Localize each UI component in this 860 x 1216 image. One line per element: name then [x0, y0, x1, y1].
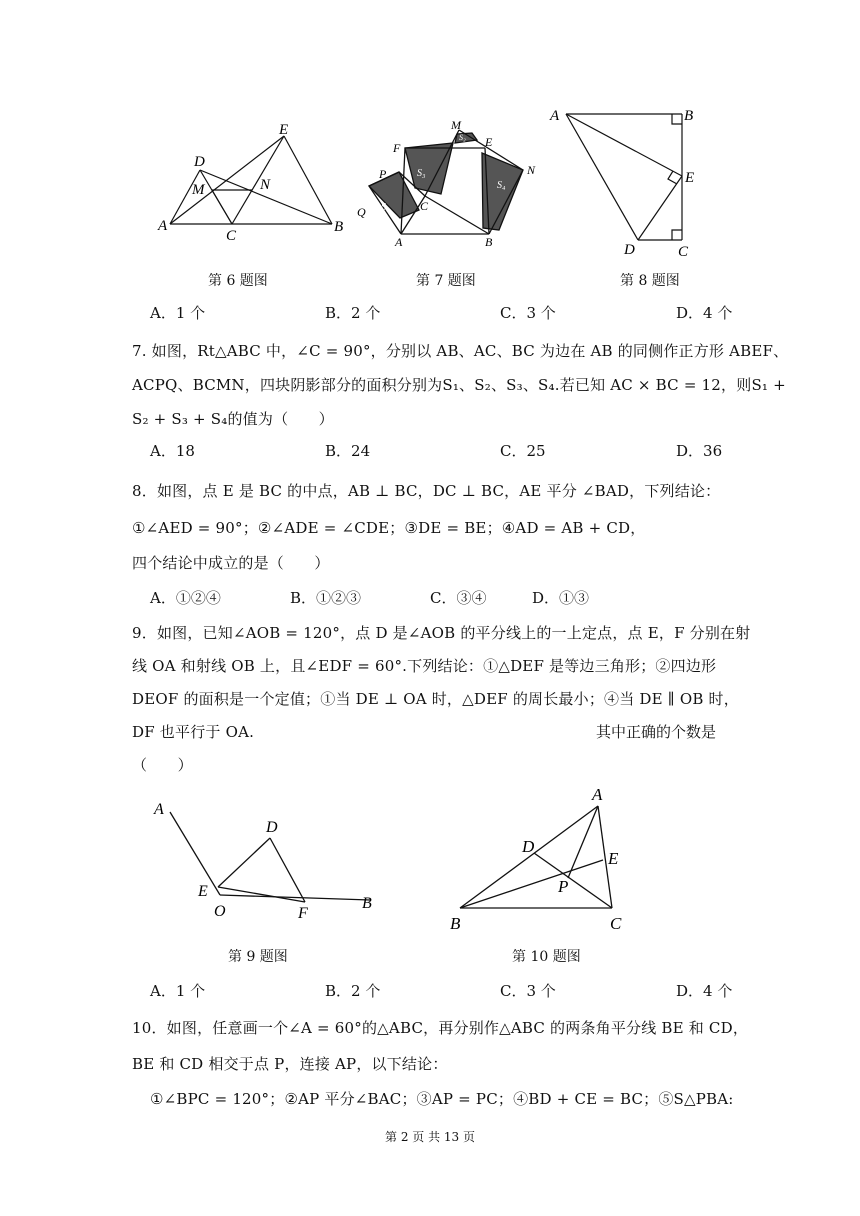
fig7-label-c: C [420, 199, 429, 213]
q7-line-1: 7. 如图，Rt△ABC 中，∠C = 90°，分别以 AB、AC、BC 为边在 AB 的同侧作正方形 ABEF、 [132, 342, 789, 360]
figure-9-diagram [140, 790, 390, 930]
fig7-label-s3: S₃ [417, 168, 426, 179]
figure-8 [544, 104, 714, 262]
fig7-label-n: N [527, 163, 536, 177]
fig9-label-d: D [266, 819, 278, 836]
q9-option-d: D．4 个 [676, 982, 733, 1000]
figure-10 [440, 784, 640, 936]
fig6-label-c: C [226, 228, 237, 244]
page-footer: 第 2 页 共 13 页 [385, 1130, 475, 1144]
q10-line-3: ①∠BPC = 120°；②AP 平分∠BAC；③AP = PC；④BD + CE = BC；⑤S△PBA: [150, 1090, 734, 1108]
q8-option-c: C．③④ [430, 589, 487, 607]
q6-option-d: D．4 个 [676, 304, 733, 322]
q8-option-d: D．①③ [532, 589, 590, 607]
q8-option-b: B．①②③ [290, 589, 362, 607]
q8-line-2: ①∠AED = 90°；②∠ADE = ∠CDE；③DE = BE；④AD = AB + CD， [132, 519, 646, 537]
fig7-label-s2: S₂ [459, 133, 466, 142]
fig10-label-e: E [608, 849, 619, 868]
fig8-label-e: E [685, 170, 695, 186]
fig6-label-d: D [194, 154, 205, 170]
figure-8-diagram [544, 104, 714, 262]
q9-line-2: 线 OA 和射线 OB 上，且∠EDF = 60°.下列结论：①△DEF 是等边三角形；②四边形 [132, 657, 717, 675]
q6-option-a: A．1 个 [150, 304, 206, 322]
figure-6-caption: 第 6 题图 [208, 273, 268, 289]
figure-7 [355, 118, 545, 248]
q6-option-c: C．3 个 [500, 304, 556, 322]
fig9-label-a: A [154, 801, 164, 818]
fig10-label-c: C [610, 914, 622, 933]
q9-option-c: C．3 个 [500, 982, 556, 1000]
figure-10-caption: 第 10 题图 [512, 949, 581, 965]
figure-6 [148, 118, 348, 248]
fig7-label-m: M [451, 118, 461, 132]
fig7-label-p: P [379, 167, 387, 181]
q10-line-1: 10．如图，任意画一个∠A = 60°的△ABC，再分别作△ABC 的两条角平分线 BE 和 CD， [132, 1019, 749, 1037]
q9-line-3: DEOF 的面积是一个定值；①当 DE ⊥ OA 时，△DEF 的周长最小；④当 DE ∥ OB 时， [132, 690, 739, 708]
fig10-label-a: A [592, 785, 603, 804]
fig9-label-e: E [198, 883, 208, 900]
fig8-label-b: B [684, 108, 694, 124]
q8-line-3: 四个结论中成立的是（ ） [132, 554, 330, 572]
q7-option-c: C．25 [500, 442, 546, 460]
fig8-label-c: C [678, 244, 689, 260]
fig6-label-b: B [334, 219, 344, 235]
figure-10-diagram [440, 784, 640, 936]
figure-8-caption: 第 8 题图 [620, 273, 680, 289]
fig8-label-d: D [624, 242, 635, 258]
figure-9 [140, 790, 390, 930]
q6-option-b: B．2 个 [325, 304, 381, 322]
fig7-label-a: A [395, 235, 403, 248]
q8-option-a: A．①②④ [150, 589, 221, 607]
q10-line-2: BE 和 CD 相交于点 P，连接 AP，以下结论： [132, 1055, 448, 1073]
q8-line-1: 8．如图，点 E 是 BC 的中点，AB ⊥ BC，DC ⊥ BC，AE 平分 ∠BAD，下列结论： [132, 482, 721, 500]
q7-line-3: S₂ + S₃ + S₄的值为（ ） [132, 410, 334, 428]
fig6-label-e: E [279, 122, 289, 138]
q7-line-2: ACPQ、BCMN，四块阴影部分的面积分别为S₁、S₂、S₃、S₄.若已知 AC × BC = 12，则S₁ + [132, 376, 786, 394]
figure-7-diagram [355, 118, 545, 248]
q9-line-1: 9．如图，已知∠AOB = 120°，点 D 是∠AOB 的平分线上的一上定点，点 E，F 分别在射 [132, 624, 751, 642]
q9-option-b: B．2 个 [325, 982, 381, 1000]
fig6-label-n: N [260, 177, 271, 193]
q7-option-a: A．18 [150, 442, 195, 460]
fig10-label-b: B [450, 914, 461, 933]
q9-option-a: A．1 个 [150, 982, 206, 1000]
fig10-label-p: P [558, 877, 569, 896]
q9-line-5: （ ） [132, 756, 193, 774]
fig7-label-q: Q [357, 205, 366, 219]
fig9-label-b: B [362, 895, 372, 912]
fig10-label-d: D [522, 837, 535, 856]
figure-9-caption: 第 9 题图 [228, 949, 288, 965]
q7-option-b: B．24 [325, 442, 371, 460]
fig7-label-s4: S₄ [497, 180, 506, 191]
fig7-label-b: B [485, 235, 493, 248]
fig6-label-m: M [192, 182, 205, 198]
q9-line-4a: DF 也平行于 OA. [132, 723, 255, 741]
q9-line-4b: 其中正确的个数是 [596, 723, 717, 741]
fig8-label-a: A [550, 108, 560, 124]
q7-option-d: D．36 [676, 442, 723, 460]
figure-7-caption: 第 7 题图 [416, 273, 476, 289]
fig7-label-s1: S₁ [381, 202, 390, 213]
fig7-label-f: F [393, 141, 401, 155]
fig9-label-f: F [298, 905, 308, 922]
fig9-label-o: O [214, 903, 226, 920]
figure-6-diagram [148, 118, 348, 248]
fig6-label-a: A [158, 218, 168, 234]
fig7-label-e: E [485, 135, 493, 149]
